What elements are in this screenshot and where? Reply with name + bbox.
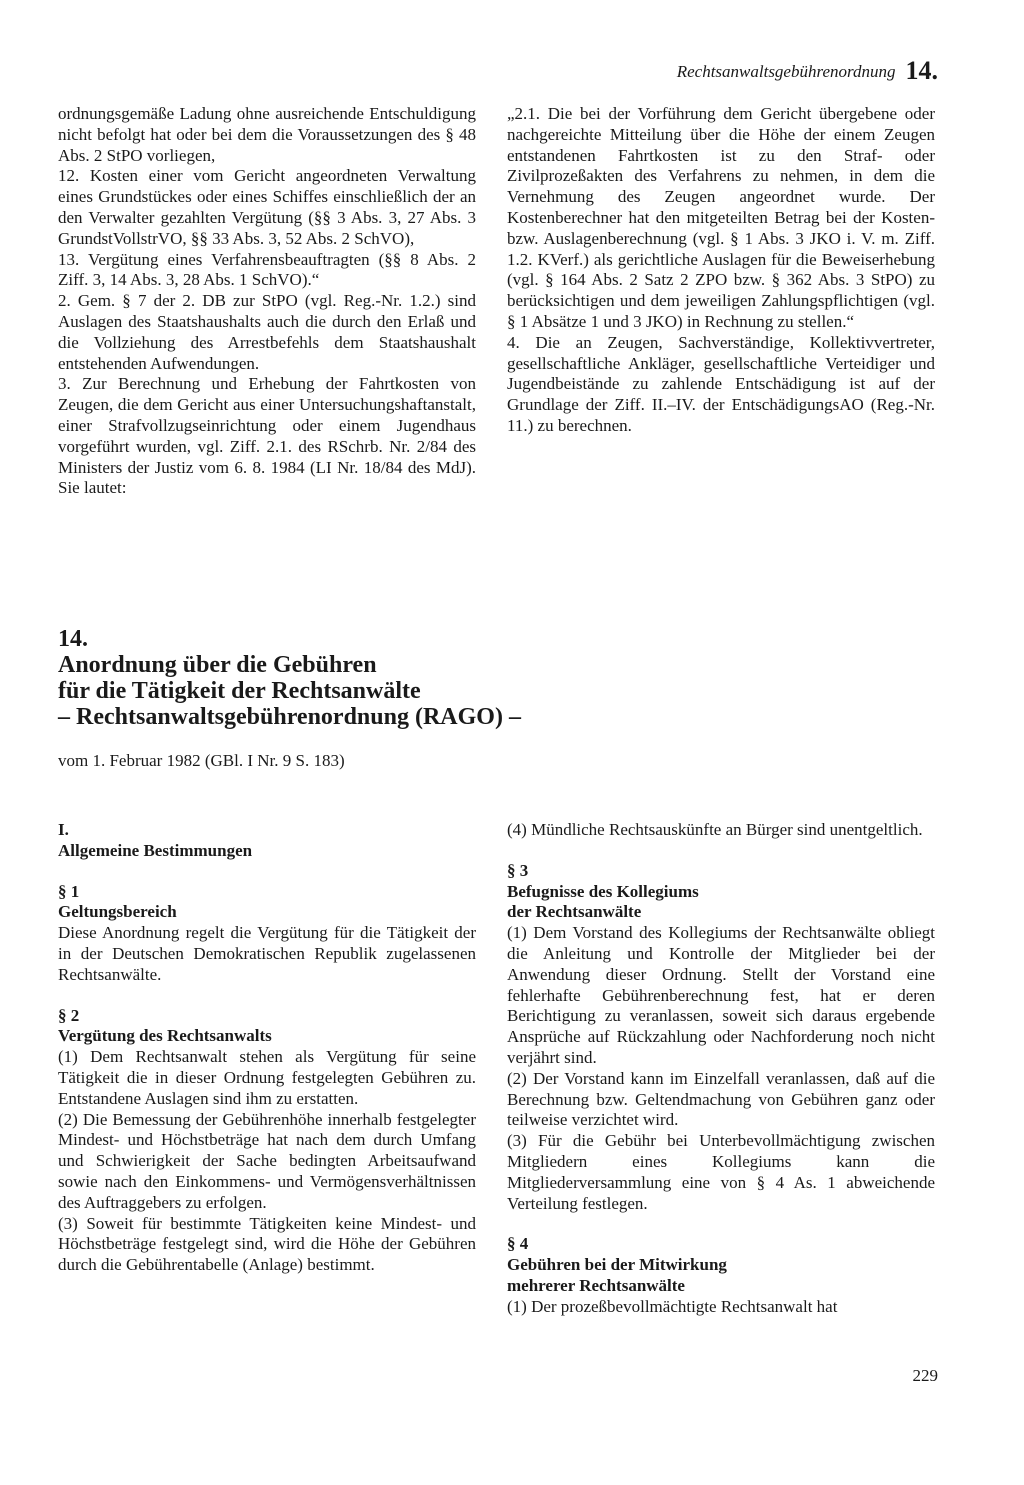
running-head-title: Rechtsanwaltsgebührenordnung (676, 62, 896, 81)
law-title-line: – Rechtsanwaltsgebührenordnung (RAGO) – (58, 704, 521, 730)
paragraph: 3. Zur Berechnung und Erhebung der Fahrtkosten von Zeugen, die dem Gericht aus einer Untersuchungshaftanstalt, einer Strafvollzugseinrichtung oder einem Jugendhaus vorgeführt wurden, vgl. Ziff. 2.1. des RSchrb. Nr. 2/84 des Ministers der Justiz vom 6. 8. 1984 (LI Nr. 18/84 des MdJ). Sie lautet: (58, 374, 476, 498)
top-right-column (507, 104, 935, 437)
paragraph: (1) Der prozeßbevollmächtigte Rechtsanwalt hat (507, 1296, 838, 1316)
law-number: 14. (58, 626, 88, 652)
section-title: Befugnisse des Kollegiums (507, 881, 699, 901)
paragraph: Diese Anordnung regelt die Vergütung für die Tätigkeit der in der Deutschen Demokratischen Republik zugelassenen Rechtsanwälte. (58, 923, 476, 984)
paragraph: 2. Gem. § 7 der 2. DB zur StPO (vgl. Reg.-Nr. 1.2.) sind Auslagen des Staatshaushalts auch die durch den Erlaß und die Vollziehung des Arrestbefehls dem Staatshaushalt entstehenden Aufwendungen. (58, 291, 476, 373)
paragraph: (4) Mündliche Rechtsauskünfte an Bürger sind unentgeltlich. (507, 820, 923, 839)
law-title-line: für die Tätigkeit der Rechtsanwälte (58, 678, 421, 704)
paragraph: 12. Kosten einer vom Gericht angeordneten Verwaltung eines Grundstückes oder eines Schiffes einschließlich der an den Verwalter gezahlten Vergütung (§§ 3 Abs. 3, 27 Abs. 3 GrundstVollstrVO, §§ 33 Abs. 3, 52 Abs. 2 SchVO), (58, 166, 476, 248)
paragraph: „2.1. Die bei der Vorführung dem Gericht übergebene oder nachgereichte Mitteilung über die Höhe der einem Zeugen entstandenen Fahrtkosten ist zu den Straf- oder Zivilprozeßakten des Verfahrens zu nehmen, in dem die Vernehmung des Zeugen angeordnet wurde. Der Kostenberechner hat den mitgeteilten Betrag bei der Kosten- bzw. Auslagenberechnung (vgl. § 1 Abs. 3 JKO i. V. m. Ziff. 1.2. KVerf.) als gerichtliche Auslagen für die Beweiserhebung (vgl. § 164 Abs. 2 Satz 2 ZPO bzw. § 362 Abs. 3 StPO) zu berücksichtigen und dem jeweiligen Zahlungspflichtigen (vgl. § 1 Absätze 1 und 3 JKO) in Rechnung zu stellen.“ (507, 104, 935, 331)
section-number: § 4 (507, 1234, 529, 1254)
paragraph: (3) Soweit für bestimmte Tätigkeiten keine Mindest- und Höchstbeträge festgelegt sind, wird die Höhe der Gebühren durch die Gebührentabelle (Anlage) bestimmt. (58, 1213, 476, 1275)
law-title-block (58, 626, 938, 730)
paragraph: (1) Dem Vorstand des Kollegiums der Rechtsanwälte obliegt die Anleitung und Kontrolle der Mitglieder bei der Anwendung dieser Ordnung. Stellt der Vorstand eine fehlerhafte Gebührenberechnung fest, hat er deren Berichtigung zu veranlassen, soweit sich daraus ergebende Ansprüche auf Rückzahlung oder Nachforderung noch nicht verjährt sind. (507, 923, 935, 1067)
paragraph: (2) Die Bemessung der Gebührenhöhe innerhalb festgelegter Mindest- und Höchstbeträge hat nach dem durch Umfang und Schwierigkeit der Sache bedingten Arbeitsaufwand sowie nach den Einkommens- und Vermögensverhältnissen des Auftraggebers zu erfolgen. (58, 1109, 476, 1212)
bottom-left-column (58, 820, 476, 1276)
paragraph: (3) Für die Gebühr bei Unterbevollmächtigung zwischen Mitgliedern eines Kollegiums kann die Mitgliederversammlung eine von § 4 As. 1 abweichende Verteilung festlegen. (507, 1131, 935, 1213)
section-number: § 3 (507, 860, 529, 880)
part-title: Allgemeine Bestimmungen (58, 840, 253, 860)
bottom-right-column (507, 820, 935, 1318)
section-number: § 2 (58, 1005, 80, 1025)
section-title: Vergütung des Rechtsanwalts (58, 1026, 272, 1046)
section-number: § 1 (58, 881, 80, 901)
section-title: Geltungsbereich (58, 902, 177, 922)
paragraph: 13. Vergütung eines Verfahrensbeauftragten (§§ 8 Abs. 2 Ziff. 3, 14 Abs. 3, 28 Abs. 1 SchVO).“ (58, 249, 476, 290)
running-head (560, 56, 938, 87)
page-number: 229 (912, 1366, 938, 1385)
part-number: I. (58, 820, 69, 839)
law-title-line: Anordnung über die Gebühren (58, 652, 377, 678)
paragraph: 4. Die an Zeugen, Sachverständige, Kollektivvertreter, gesellschaftliche Ankläger, gesellschaftliche Verteidiger und Jugendbeistände zu zahlende Entschädigung ist auf der Grundlage der Ziff. II.–IV. der EntschädigungsAO (Reg.-Nr. 11.) zu berechnen. (507, 332, 935, 435)
law-date: vom 1. Februar 1982 (GBl. I Nr. 9 S. 183) (58, 751, 345, 770)
top-left-column (58, 104, 476, 499)
running-head-chapter: 14. (905, 56, 938, 85)
section-title: der Rechtsanwälte (507, 902, 642, 922)
paragraph: ordnungsgemäße Ladung ohne ausreichende Entschuldigung nicht befolgt hat oder bei dem die Voraussetzungen des § 48 Abs. 2 StPO vorliegen, (58, 104, 476, 165)
section-title: Gebühren bei der Mitwirkung (507, 1255, 727, 1275)
paragraph: (1) Dem Rechtsanwalt stehen als Vergütung für seine Tätigkeit die in dieser Ordnung festgelegten Gebühren zu. Entstandene Auslagen sind ihm zu erstatten. (58, 1047, 476, 1108)
section-title: mehrerer Rechtsanwälte (507, 1275, 685, 1295)
paragraph: (2) Der Vorstand kann im Einzelfall veranlassen, daß auf die Berechnung bzw. Geltendmachung von Gebühren ganz oder teilweise verzichtet wird. (507, 1068, 935, 1130)
